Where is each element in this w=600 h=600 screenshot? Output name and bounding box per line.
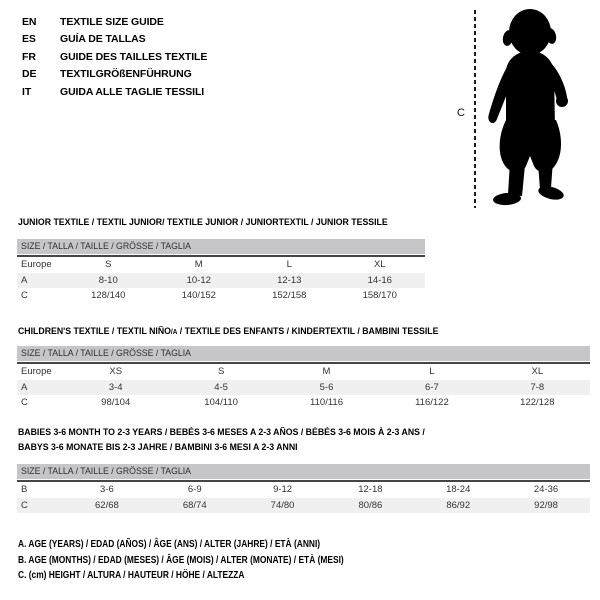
size-cell: 24-36 [533, 484, 559, 496]
children-table-title-text: CHILDREN'S TEXTILE / TEXTIL NIÑO [18, 326, 171, 337]
row-label: C [21, 290, 28, 302]
row-label: B [21, 484, 28, 496]
size-cell: M [194, 259, 203, 271]
row-label: A [21, 274, 28, 286]
language-title: GUÍA DE TALLAS [60, 33, 146, 46]
size-header-bar [17, 346, 590, 361]
language-code: DE [22, 68, 37, 81]
row-label: Europe [21, 366, 52, 378]
height-measure-line [474, 10, 476, 208]
size-cell: 4-5 [214, 381, 228, 393]
language-row [22, 66, 207, 84]
table-row [17, 273, 425, 289]
language-list [22, 13, 207, 101]
size-header-label: SIZE / TALLA / TAILLE / GRÖSSE / TAGLIA [21, 348, 192, 359]
size-cell: 8-10 [98, 274, 118, 286]
footnote-b: B. AGE (MONTHS) / EDAD (MESES) / ÂGE (MOIS) / ALTER (MONATE) / ETÀ (MESI) [18, 554, 344, 566]
size-cell: XS [109, 366, 123, 378]
size-header-label: SIZE / TALLA / TAILLE / GRÖSSE / TAGLIA [21, 241, 192, 252]
children-table-title [18, 324, 438, 340]
size-cell: 18-24 [446, 484, 471, 496]
size-cell: XL [373, 259, 386, 271]
size-cell: 3-6 [100, 484, 114, 496]
size-cell: 116/122 [415, 397, 449, 409]
size-cell: L [286, 259, 292, 271]
size-cell: 158/170 [362, 290, 397, 302]
size-cell: 86/92 [446, 499, 471, 511]
size-cell: S [105, 259, 112, 271]
footnote-a: A. AGE (YEARS) / EDAD (AÑOS) / ÂGE (ANS) / ALTER (JAHRE) / ETÀ (ANNI) [18, 539, 321, 550]
size-cell: 98/104 [101, 397, 131, 409]
language-title: GUIDE DES TAILLES TEXTILE [60, 50, 208, 63]
size-cell: 74/80 [270, 499, 295, 511]
size-cell: 10-12 [186, 274, 211, 286]
size-cell: 80/86 [358, 499, 383, 511]
language-code: EN [22, 15, 37, 28]
language-row [22, 31, 207, 49]
language-title: TEXTILGRÖßENFÜHRUNG [60, 68, 192, 81]
size-cell: 122/128 [520, 397, 555, 409]
babies-size-table [17, 464, 590, 513]
size-cell: 62/68 [95, 499, 119, 511]
babies-table-title [18, 425, 425, 455]
size-cell: 104/110 [204, 397, 238, 409]
table-row [17, 482, 590, 498]
size-cell: 9-12 [273, 484, 293, 496]
size-cell: L [429, 366, 435, 378]
row-label: C [21, 499, 28, 511]
language-code: ES [22, 33, 36, 46]
size-header-bar [17, 464, 590, 479]
table-row [17, 364, 590, 380]
size-cell: 7-8 [530, 381, 545, 393]
children-size-table [17, 346, 590, 411]
junior-table-title [18, 215, 388, 230]
size-cell: S [217, 366, 225, 378]
table-row [17, 498, 590, 514]
measure-label-c: C [457, 107, 465, 119]
footnote-c: C. (cm) HEIGHT / ALTURA / HAUTEUR / HÖHE / ALTEZZA [18, 570, 245, 581]
table-row [17, 257, 425, 273]
size-cell: 128/140 [91, 290, 126, 302]
size-cell: 110/116 [310, 397, 343, 409]
children-table-title-text: / TEXTILE DES ENFANTS / KINDERTEXTIL / BAMBINI TESSILE [177, 326, 439, 337]
size-cell: 140/152 [181, 290, 216, 302]
row-label: A [21, 381, 28, 393]
size-header-bar [17, 239, 425, 254]
size-cell: 14-16 [367, 274, 392, 286]
size-cell: XL [531, 366, 544, 378]
junior-size-table [17, 239, 425, 304]
table-row [17, 380, 590, 396]
size-cell: 5-6 [319, 381, 334, 393]
language-row [22, 83, 207, 101]
language-row [22, 48, 207, 66]
language-code: FR [22, 50, 36, 63]
baby-silhouette-icon [485, 8, 578, 210]
size-cell: 6-7 [425, 381, 439, 393]
language-code: IT [22, 85, 32, 98]
size-cell: 12-13 [277, 274, 302, 286]
babies-table-title-line1: BABIES 3-6 MONTH TO 2-3 YEARS / BEBÉS 3-6 MESES A 2-3 AÑOS / BÉBÉS 3-6 MOIS À 2-3 ANS / [18, 427, 425, 438]
size-cell: M [322, 366, 331, 378]
size-cell: 12-18 [358, 484, 383, 496]
table-row [17, 395, 590, 411]
babies-table-title-line2: BABYS 3-6 MONATE BIS 2-3 JAHRE / BAMBINI 3-6 MESI A 2-3 ANNI [18, 442, 298, 453]
size-cell: 3-4 [108, 381, 123, 393]
language-title: TEXTILE SIZE GUIDE [60, 15, 164, 28]
junior-table-title-text: JUNIOR TEXTILE / TEXTIL JUNIOR/ TEXTILE JUNIOR / JUNIORTEXTIL / JUNIOR TESSILE [18, 217, 388, 228]
size-cell: 6-9 [187, 484, 202, 496]
row-label: C [21, 397, 28, 409]
size-header-label: SIZE / TALLA / TAILLE / GRÖSSE / TAGLIA [21, 466, 192, 477]
size-cell: 152/158 [272, 290, 307, 302]
language-row [22, 13, 207, 31]
table-row [17, 288, 425, 304]
size-cell: 92/98 [534, 499, 558, 511]
footnotes [18, 537, 344, 584]
language-title: GUIDA ALLE TAGLIE TESSILI [60, 85, 205, 98]
children-table-title-sub: /A [170, 329, 178, 336]
row-label: Europe [21, 259, 52, 271]
size-cell: 68/74 [182, 499, 207, 511]
